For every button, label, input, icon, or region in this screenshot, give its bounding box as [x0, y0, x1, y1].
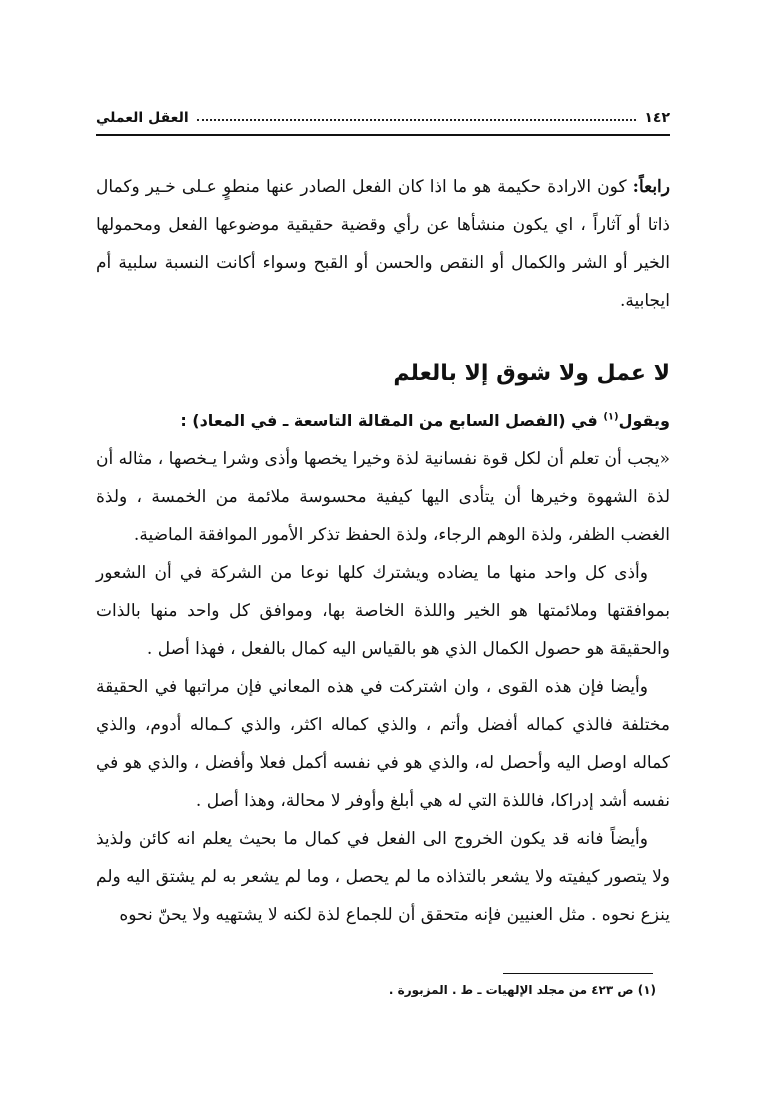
paragraph-text: كون الارادة حكيمة هو ما اذا كان الفعل الصادر عنها منطوٍ عـلى خـير وكمال ذاتا أو آثاراً ، اي يكون منشأها عن رأي وقضية حقيقية موضوعها الفعل ومحمولها الخير أو الشر والكمال أو النقص والحسن أو القبح وسواء أكانت النسبة سلبية أم ايجابية. [96, 177, 670, 311]
page-number: ١٤٢ [644, 110, 670, 126]
footnote: (١) ص ٤٢٣ من مجلد الإلهيات ـ ط . المزبورة . [388, 983, 656, 997]
header-rule [96, 134, 670, 136]
footnote-rule [503, 973, 653, 974]
paragraph-fourth-point [96, 168, 670, 320]
footnote-marker: (١) [603, 411, 619, 423]
quotation-paragraph-1: «يجب أن تعلم أن لكل قوة نفسانية لذة وخيرا يخصها وأذى وشرا يـخصها ، مثاله أن لذة الشهوة وخيرها أن يتأدى اليها كيفية محسوسة ملائمة من الخمسة ، ولذة الغضب الظفر، ولذة الوهم الرجاء، ولذة الحفظ تذكر الأمور الموافقة الماضية. [96, 449, 670, 545]
quotation-paragraph-4: وأيضاً فانه قد يكون الخروج الى الفعل في كمال ما بحيث يعلم انه كائن ولذيذ ولا يتصور كيفيته ولا يشعر بالتذاذه ما لم يحصل ، وما لم يشعر به لم يشتق اليه ولم ينزع نحوه . مثل العنيين فإنه متحقق أن للجماع لذة لكنه لا يشتهيه ولا يحنّ نحوه [96, 829, 670, 925]
quotation-intro [96, 402, 670, 440]
quotation-paragraph-3: وأيضا فإن هذه القوى ، وان اشتركت في هذه المعاني فإن مراتبها في الحقيقة مختلفة فالذي كماله أفضل وأتم ، والذي كماله اكثر، والذي كـماله أدوم، والذي كماله اوصل اليه وأحصل له، والذي هو في نفسه أكمل فعلا وأفضل ، والذي هو في نفسه أشد إدراكا، فاللذة التي له هي أبلغ وأوفر لا محالة، وهذا أصل . [96, 677, 670, 811]
intro-after-note: في (الفصل السابع من المقالة التاسعة ـ في المعاد) : [180, 411, 604, 430]
section-heading: لا عمل ولا شوق إلا بالعلم [393, 361, 670, 386]
body-text [96, 168, 670, 934]
quotation-paragraph-2: وأذى كل واحد منها ما يضاده ويشترك كلها نوعا من الشركة في أن الشعور بموافقتها وملائمتها هو الخير واللذة الخاصة بها، وموافق كل واحد منها بالذات والحقيقة هو حصول الكمال الذي هو بالقياس اليه كمال بالفعل ، فهذا أصل . [96, 563, 670, 659]
book-title: العقل العملي [96, 110, 189, 126]
running-header [96, 106, 670, 130]
paragraph-lead-word: رابعاً: [632, 177, 670, 197]
header-leader-dots [197, 119, 637, 121]
intro-before-note: ويقول [618, 411, 670, 430]
